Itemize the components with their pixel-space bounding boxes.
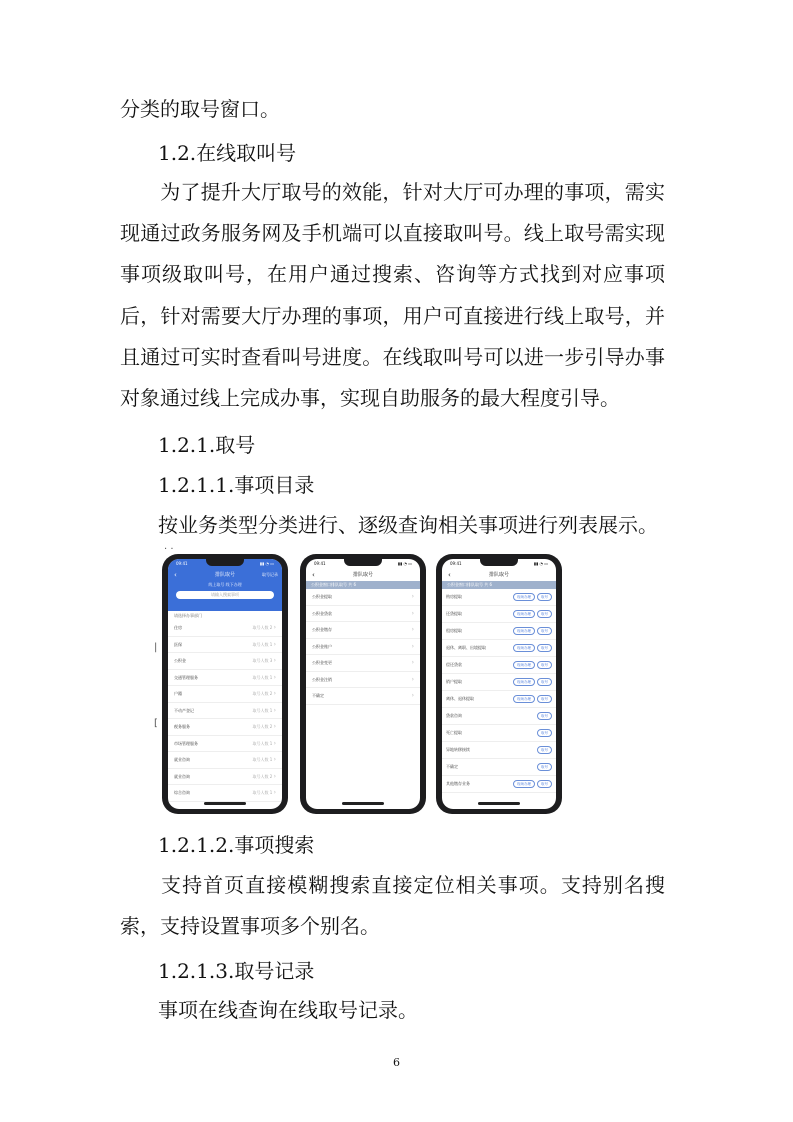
item-label: 公积金变更 [312,660,332,665]
item-label: 就业咨询 [174,773,190,779]
paragraph-4: 事项在线查询在线取号记录。 [158,998,418,1022]
chevron-right-icon: › [411,675,414,683]
item-label: 退休、离职、出境提取 [446,645,486,650]
header: 09:41 ▮▮ ◔ ▭ ‹ 排队取号 取号记录 线上取号 线下办理 请输入搜索事项 [168,559,282,611]
take-number-button[interactable]: 取号 [537,746,552,754]
take-number-button[interactable]: 取号 [537,610,552,618]
item-label: 其他缴存业务 [446,781,470,786]
chevron-right-icon: › [411,692,414,699]
list-item [442,742,556,759]
list-item[interactable] [168,769,282,786]
list-item [442,674,556,691]
take-number-button[interactable]: 取号 [537,627,552,635]
item-meta: 取号人数 2 [252,773,273,779]
item-label: 公积金贷款 [312,610,332,616]
list-item[interactable] [168,670,282,687]
search-input[interactable]: 请输入搜索事项 [176,591,274,599]
heading-1-2-1-1: 1.2.1.1.事项目录 [158,473,315,497]
back-icon[interactable]: ‹ [174,571,177,579]
screen-title: 排队取号 [214,572,235,578]
item-label: 市场管理服务 [174,740,198,746]
list-item[interactable] [168,686,282,703]
item-label: 还贷提取 [446,611,462,616]
phone-subitem-list: 09:41 ▮▮ ◔ ▭ ‹ 排队取号 公积金窗口排队取号 共 6 购房提取 现场办理 取号 还贷提取 现场办理 取号 租房提取 现场办理 取号 退休、离职、出境提取 现场办理 取号 偿还贷款 现场办理 取号 销户提取 现场办理 取号 离休、退休提取 现场办理 取号 贷款咨询 取号 死亡提取 取号 异地转移接续 取号 不确定 取号 其他缴存业务 现场办理 取号 [436,554,562,814]
list-item[interactable] [306,639,420,656]
list-item[interactable] [306,622,420,639]
online-handle-button[interactable]: 现场办理 [513,627,535,635]
online-handle-button[interactable]: 现场办理 [513,780,535,788]
item-label: 交通管理服务 [174,674,198,680]
chevron-right-icon: › [273,789,276,796]
phone-screenshots-figure [154,544,564,820]
records-link[interactable]: 取号记录 [262,572,278,577]
list-item [442,759,556,776]
item-meta: 取号人数 2 [252,625,273,630]
department-list [168,620,282,802]
online-handle-button[interactable]: 现场办理 [513,610,535,618]
take-number-button[interactable]: 取号 [537,729,552,737]
item-label: 购房提取 [446,594,462,599]
list-item [442,606,556,623]
list-item [442,708,556,725]
item-meta: 取号人数 1 [252,790,273,795]
item-meta: 取号人数 3 [252,658,273,663]
item-meta: 取号人数 2 [252,691,273,696]
list-item [442,589,556,606]
item-label: 公积金 [174,658,186,663]
list-item [442,623,556,640]
list-item[interactable] [306,589,420,606]
chevron-right-icon: › [273,739,276,747]
item-label: 异地转移接续 [446,747,470,752]
item-label: 偿还贷款 [446,662,462,667]
item-label: 租房提取 [446,628,462,633]
chevron-right-icon: › [411,593,414,600]
take-number-button[interactable]: 取号 [537,763,552,771]
heading-1-2-1-2: 1.2.1.2.事项搜索 [158,833,315,857]
item-label: 住房 [174,625,182,630]
item-meta: 取号人数 2 [252,724,273,729]
phone-item-list: 09:41 ▮▮ ◔ ▭ ‹ 排队取号 公积金窗口排队取号 共 6 公积金提取 › 公积金贷款 › 公积金缴存 › 公积金账户 › 公积金变更 › 公积金注销 › 不确定 › [300,554,426,814]
text-line: 分类的取号窗口。 [120,97,280,121]
chevron-right-icon: › [273,657,276,664]
list-item[interactable] [168,736,282,753]
subheading: 请选择办事部门 [174,613,202,618]
heading-1-2-1-3: 1.2.1.3.取号记录 [158,959,315,983]
item-label: 户籍 [174,691,182,696]
take-number-button[interactable]: 取号 [537,695,552,703]
chevron-right-icon: › [273,723,276,730]
list-item [442,657,556,674]
phone-department-list [162,554,288,814]
list-item[interactable] [306,606,420,623]
item-label: 就业咨询 [174,757,190,762]
take-number-button[interactable]: 取号 [537,593,552,601]
item-meta: 取号人数 1 [252,757,273,762]
subitem-list [442,589,556,793]
back-icon[interactable]: ‹ [312,571,315,579]
chevron-right-icon: › [411,626,414,633]
list-item [442,691,556,708]
chevron-right-icon: › [411,609,414,617]
item-label: 公积金账户 [312,643,332,649]
item-list [306,589,420,705]
list-item[interactable] [168,620,282,637]
crop-mark: | [154,642,158,653]
banner: 线上取号 线下办理 [208,582,242,587]
paragraph-1: 为了提升大厅取号的效能，针对大厅可办理的事项，需实现通过政务服务网及手机端可以直接取叫号。线上取号需实现事项级取叫号，在用户通过搜索、咨询等方式找到对应事项后，针对需要大厅办理的事项，用户可直接进行线上取号，并且通过可实时查看叫号进度。在线取叫号可以进一步引导办事对象通过线上完成办事，实现自助服务的最大程度引导。 [120,180,665,411]
chevron-right-icon: › [273,706,276,714]
item-label: 税务服务 [174,724,190,729]
online-handle-button[interactable]: 现场办理 [513,678,535,686]
page-number: 6 [393,1056,400,1069]
item-label: 不确定 [446,764,458,769]
item-meta: 取号人数 1 [252,707,273,713]
item-label: 离休、退休提取 [446,696,474,701]
item-label: 销户提取 [446,679,462,684]
online-handle-button[interactable]: 现场办理 [513,644,535,652]
item-meta: 取号人数 1 [252,740,273,746]
item-label: 不动产登记 [174,707,194,713]
chevron-right-icon: › [411,642,414,650]
chevron-right-icon: › [273,640,276,648]
screen-title: 排队取号 [352,572,373,578]
list-item[interactable] [168,719,282,736]
item-label: 综合咨询 [174,790,190,795]
item-label: 死亡提取 [446,730,462,735]
item-label: 贷款咨询 [446,713,462,718]
list-item [442,725,556,742]
take-number-button[interactable]: 取号 [537,712,552,720]
item-label: 公积金注销 [312,676,332,682]
item-label: 医保 [174,641,182,647]
paragraph-3: 支持首页直接模糊搜索直接定位相关事项。支持别名搜索，支持设置事项多个别名。 [120,873,665,939]
list-item[interactable] [168,752,282,769]
chevron-right-icon: › [273,673,276,681]
online-handle-button[interactable]: 现场办理 [513,695,535,703]
heading-1-2-1: 1.2.1.取号 [158,433,256,457]
item-meta: 取号人数 1 [252,674,273,680]
take-number-button[interactable]: 取号 [537,644,552,652]
list-item [442,776,556,793]
list-item[interactable] [168,653,282,670]
back-icon[interactable]: ‹ [448,571,451,579]
list-item[interactable] [168,785,282,802]
item-meta: 取号人数 1 [252,641,273,647]
item-label: 公积金缴存 [312,627,332,632]
online-handle-button[interactable]: 现场办理 [513,661,535,669]
take-number-button[interactable]: 取号 [537,661,552,669]
crop-mark: · · [164,544,174,555]
chevron-right-icon: › [273,690,276,697]
chevron-right-icon: › [273,756,276,763]
take-number-button[interactable]: 取号 [537,678,552,686]
list-item[interactable] [306,688,420,705]
crop-mark: [ [154,718,158,729]
take-number-button[interactable]: 取号 [537,780,552,788]
list-item[interactable] [306,672,420,689]
list-item[interactable] [168,703,282,720]
online-handle-button[interactable]: 现场办理 [513,593,535,601]
list-item[interactable] [168,637,282,654]
category-bar: 公积金窗口排队取号 共 6 [306,581,420,589]
screen-title: 排队取号 [488,572,509,578]
chevron-right-icon: › [273,624,276,631]
heading-1-2: 1.2.在线取叫号 [158,141,297,165]
list-item [442,640,556,657]
chevron-right-icon: › [411,659,414,666]
category-bar: 公积金窗口排队取号 共 6 [442,581,556,589]
list-item[interactable] [306,655,420,672]
item-label: 不确定 [312,693,324,698]
paragraph-2: 按业务类型分类进行、逐级查询相关事项进行列表展示。 [158,513,658,537]
chevron-right-icon: › [273,772,276,780]
item-label: 公积金提取 [312,594,332,599]
